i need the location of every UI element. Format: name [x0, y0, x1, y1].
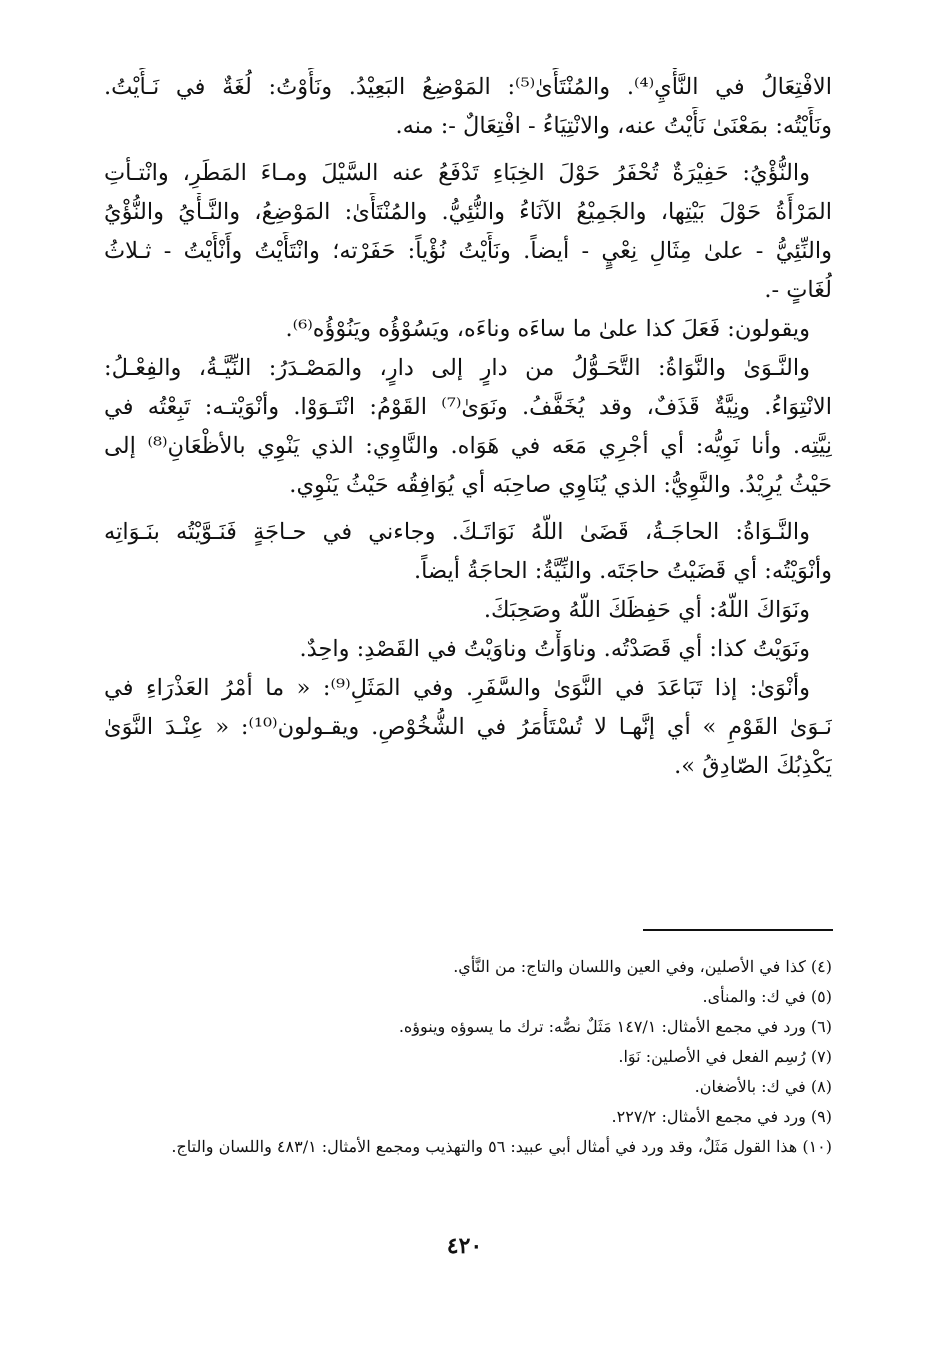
- text-line: ونَوَيْتُ كذا: أي قَصَدْتُه. وناوَأْتُ وناوَيْتُ في القَصْدِ: واحِدٌ.: [299, 636, 810, 662]
- footnote: (٦) ورد في مجمع الأمثال: ١٤٧/١ مَثَلٌ نصُّه: ترك ما يسوؤه وينوؤه.: [398, 1017, 832, 1036]
- text-line: لُغَاتٍ -.: [764, 277, 832, 303]
- footnote: (١٠) هذا القول مَثَلٌ، وقد ورد في أمثال أبي عبيد: ٥٦ والتهذيب ومجمع الأمثال: ٤٨٣/١ واللسان والتاج.: [171, 1137, 832, 1156]
- text-line: والنَّـوَىٰ والنَّوَاةُ: التَّحَـوُّلُ من دارٍ إلى دارٍ، والمَصْـدَرُ: النِّيَّـةُ، والفِعْـلُ:: [104, 355, 810, 381]
- text-line: حَيْثُ يُرِيْدُ. والنَّوِيُّ: الذي يُنَاوِي صاحِبَه أي يُوَافِقُه حَيْثُ يَنْوِي.: [289, 472, 832, 498]
- footnote: (٤) كذا في الأصلين، وفي العين واللسان والتاج: من النَّأي.: [453, 957, 832, 976]
- footnote-separator: [643, 929, 833, 931]
- text-line: نِيَّتِه. وأنا نَوِيُّه: أي أجْرِي مَعَه في هَوَاه. والنَّاوِي: الذي يَنْوِي بالأظْعَانِ⁽⁸⁾ إلى: [104, 433, 832, 459]
- footnotes: [104, 952, 832, 1162]
- text-line: وأنْوَيْتُه: أي قَضَيْتُ حاجَتَه. والنِّيَّةُ: الحاجَةُ أيضاً.: [414, 558, 832, 584]
- text-line: والنِّئِيُّ - علىٰ مِثَالِ نِعْيٍ - أيضاً. ونَأَيْتُ نُؤْياً: حَفَرْته؛ وانْتَأَيْتُ وأَنْأَيْتُ - ثـلاثُ: [104, 238, 832, 264]
- text-line: وأنْوَىٰ: إذا تَبَاعَدَ في النَّوَىٰ والسَّفَرِ. وفي المَثَلِ⁽⁹⁾: « ما أمْرُ العَذْرَاءِ في: [104, 675, 810, 701]
- text-line: ونَأَيْتُه: بمَعْنَىٰ نَأَيْتُ عنه، والانْتِيَاءُ - افْتِعَالٌ -: منه.: [395, 113, 832, 139]
- text-line: الافْتِعَالُ في النَّأْيِ⁽⁴⁾. والمُنْتَأَىٰ⁽⁵⁾: المَوْضِعُ البَعِيْدُ. ونَأَوْتُ: لُغَةٌ في نَـأَيْتُ.: [104, 74, 832, 100]
- page-number: ٤٢٠: [446, 1233, 483, 1259]
- footnote: (٩) ورد في مجمع الأمثال: ٢٢٧/٢.: [611, 1107, 832, 1126]
- footnote: (٨) في ك: بالأضغان.: [694, 1077, 832, 1096]
- text-line: والنُّؤْيُ: حَفِيْرَةٌ تُحْفَرُ حَوْلَ الخِبَاءِ تَدْفَعُ عنه السَّيْلَ ومـاءَ المَطَرِ، وانْتـأتِ: [104, 160, 810, 186]
- footnote: (٧) رُسِم الفعل في الأصلين: نَوَا.: [618, 1047, 832, 1066]
- main-text: [104, 68, 832, 786]
- text-line: المَرْأَةُ حَوْلَ بَيْتِها، والجَمِيْعُ الآنَاءُ والنُّئِيُّ. والمُنْتَأَىٰ: المَوْضِعُ، والنَّـأْيُ والنُّؤْيُ: [104, 199, 832, 225]
- text-line: والنَّـوَاةُ: الحاجَـةُ، قَضَىٰ اللّهُ نَوَاتَـكَ. وجاءني في حـاجَةٍ فَنَـوَّيْتُه بنَـوَاتِه: [104, 519, 810, 545]
- footnote: (٥) في ك: والمنأى.: [702, 987, 832, 1006]
- text-line: نَـوَىٰ القَوْمِ » أي إنَّهـا لا تُسْتَأْمَرُ في الشُّخُوْصِ. ويقـولون⁽¹⁰⁾: « عِنْـدَ النَّوَىٰ: [104, 714, 832, 740]
- text-line: الانْتِوَاءُ. ونِيَّةٌ قَذَفٌ، وقد يُخَفَّفُ. ونَوَىٰ⁽⁷⁾ القَوْمُ: انْتَـوَوْا. وأنْوَيْتـه: تَبِعْتُه في: [104, 394, 832, 420]
- text-line: ويقولون: فَعَلَ كذا علىٰ ما ساءَه وناءَه، ويَسُوْؤُه ويَنُوْؤُه⁽⁶⁾.: [285, 316, 810, 342]
- text-line: يَكْذِبُكَ الصّادِقُ ».: [674, 753, 832, 779]
- text-line: ونَوَاكَ اللّهُ: أي حَفِظَكَ اللّهُ وصَحِبَكَ.: [483, 597, 810, 623]
